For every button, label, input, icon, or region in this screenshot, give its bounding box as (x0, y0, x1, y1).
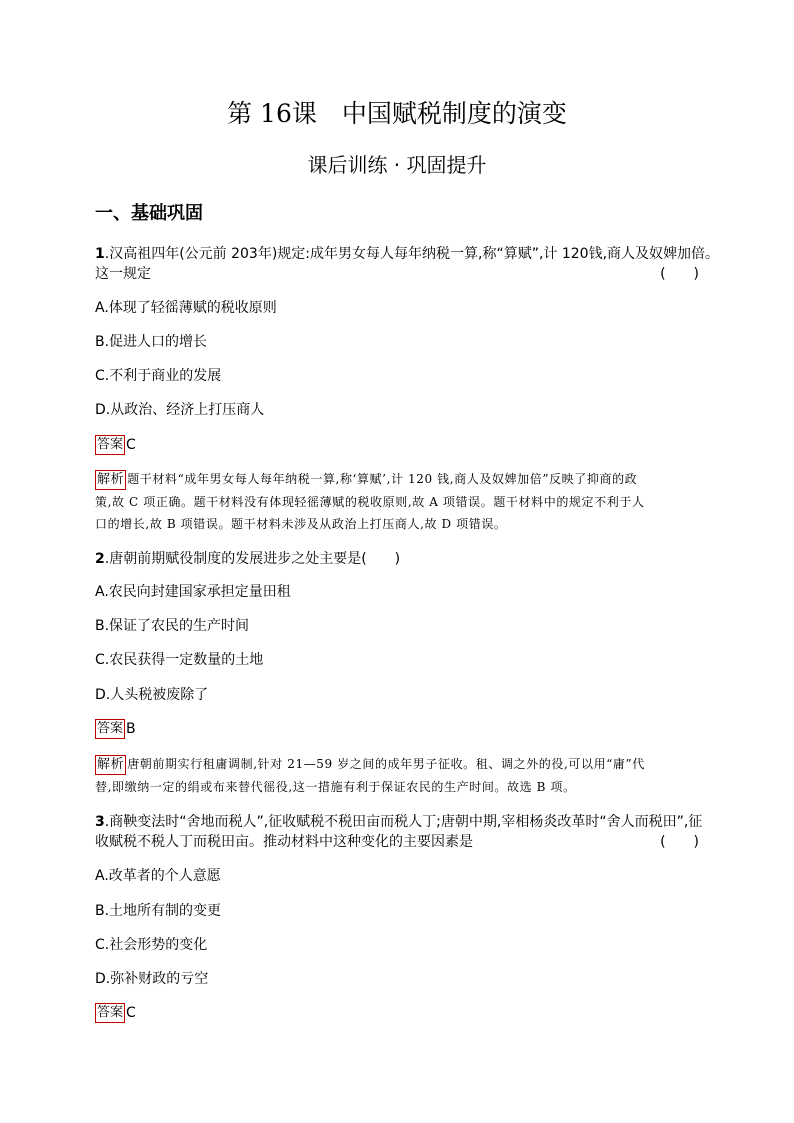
lesson-subtitle: 课后训练 · 巩固提升 (307, 153, 487, 177)
q1-option-a: A.体现了轻徭薄赋的税收原则 (95, 300, 277, 316)
q2-explanation-line2: 替,即缴纳一定的绢或布来替代徭役,这一措施有利于保证农民的生产时间。故选 B 项。 (95, 780, 576, 794)
q1-explanation-line3: 口的增长,故 B 项错误。题干材料未涉及从政治上打压商人,故 D 项错误。 (95, 517, 507, 531)
q2-option-d: D.人头税被废除了 (95, 687, 209, 703)
q2-answer (95, 718, 699, 740)
explanation-tag: 解析 (95, 470, 126, 490)
answer-tag: 答案 (95, 719, 125, 739)
q3-option-d: D.弥补财政的亏空 (95, 971, 209, 987)
q3-answer (95, 1002, 699, 1024)
q1-explanation-line1: 解析 题干材料“成年男女每人每年纳税一算,称‘算赋’,计 120 钱,商人及奴婢加倍”反映了抑商的政 (95, 468, 699, 490)
q2-option-b: B.保证了农民的生产时间 (95, 618, 250, 634)
answer-tag: 答案 (95, 1003, 125, 1023)
q3-option-b: B.土地所有制的变更 (95, 903, 222, 919)
q1-option-b: B.促进人口的增长 (95, 334, 208, 350)
q1-answer-blank: ( ) (660, 266, 699, 282)
lesson-title: 第 16课 中国赋税制度的演变 (227, 99, 567, 128)
q3-answer-blank: ( ) (660, 834, 699, 850)
q3-stem-line2: 收赋税不税人丁而税田亩。推动材料中这种变化的主要因素是 ( ) (95, 831, 699, 853)
q3-stem-line1: 3.商鞅变法时“舍地而税人”,征收赋税不税田亩而税人丁;唐朝中期,宰相杨炎改革时“舍人而税田”,征 (95, 814, 703, 830)
q2-explanation-line1: 解析 唐朝前期实行租庸调制,针对 21—59 岁之间的成年男子征收。租、调之外的役,可以用“庸”代 (95, 753, 699, 775)
q1-option-c: C.不利于商业的发展 (95, 368, 222, 384)
q2-stem: 2.唐朝前期赋役制度的发展进步之处主要是( ) (95, 551, 401, 567)
q1-stem-line2: 这一规定 ( ) (95, 263, 699, 285)
q2-number: 2 (95, 551, 105, 567)
q1-answer-value: C (126, 437, 136, 453)
q1-explanation-line2: 策,故 C 项正确。题干材料没有体现轻徭薄赋的税收原则,故 A 项错误。题干材料中的规定不利于人 (95, 495, 645, 509)
q1-stem-line1: 1.汉高祖四年(公元前 203年)规定:成年男女每人每年纳税一算,称“算赋”,计 120钱,商人及奴婢加倍。 (95, 246, 720, 262)
q3-option-a: A.改革者的个人意愿 (95, 868, 221, 884)
q1-option-d: D.从政治、经济上打压商人 (95, 402, 265, 418)
q3-answer-value: C (126, 1005, 136, 1021)
q3-option-c: C.社会形势的变化 (95, 937, 208, 953)
q3-number: 3 (95, 814, 105, 830)
q1-answer (95, 434, 699, 456)
explanation-tag: 解析 (95, 755, 126, 775)
section-heading: 一、基础巩固 (95, 203, 203, 224)
q1-number: 1 (95, 246, 105, 262)
q2-option-c: C.农民获得一定数量的土地 (95, 652, 264, 668)
q2-answer-value: B (126, 721, 136, 737)
answer-tag: 答案 (95, 435, 125, 455)
q2-option-a: A.农民向封建国家承担定量田租 (95, 584, 291, 600)
